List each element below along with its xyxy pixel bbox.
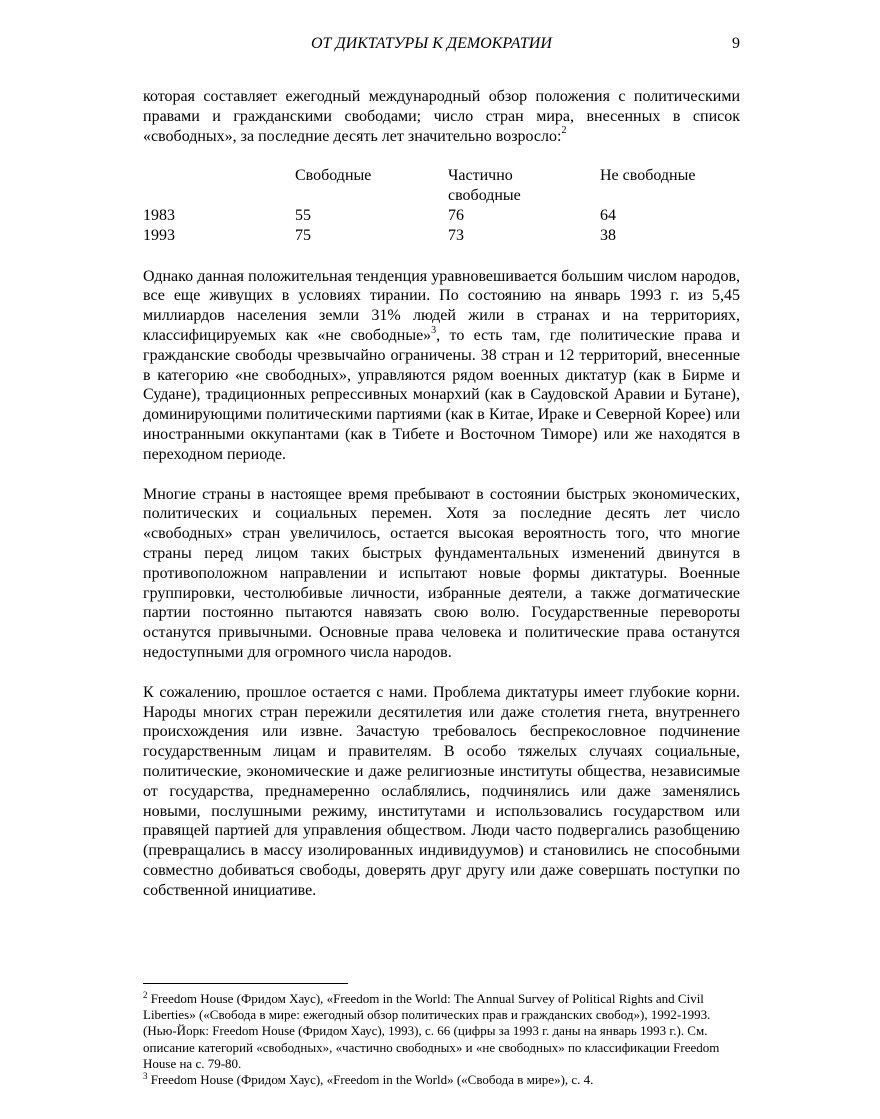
footnote-separator bbox=[143, 983, 348, 984]
footnote-ref-2[interactable]: 2 bbox=[561, 125, 567, 137]
table-cell-not-free: 38 bbox=[600, 226, 616, 244]
table-cell-not-free: 64 bbox=[600, 206, 616, 224]
footnote-number: 3 bbox=[143, 1070, 148, 1081]
paragraph-past-remains: К сожалению, прошлое остается с нами. Проблема диктатуры имеет глубокие корни. Народы многих стран пережили десятилетия или даже столетия гнета, внутреннего происхождения или извне. Зачастую требовалось беспрекословное подчинение государственным лицам и правителям. В особо тяжелых случаях социальные, политические, экономические и даже религиозные институты общества, независимые от государства, преднамеренно ослаблялись, подчинялись или даже заменялись новыми, послушными режиму, институтами и использовались государством или правящей партией для управления обществом. Люди часто подвергались разобщению (превращались в массу изолированных индивидуумов) и становились не способными совместно добиваться свободы, доверять друг другу или даже совершать поступки по собственной инициативе. bbox=[143, 683, 740, 899]
table-row bbox=[143, 206, 740, 226]
table-row bbox=[143, 226, 740, 246]
table-cell-partly-free: 73 bbox=[448, 226, 464, 244]
table-header-cell-empty bbox=[143, 166, 295, 206]
table-header-free: Свободные bbox=[295, 167, 372, 185]
table-header-partly-free bbox=[448, 166, 600, 206]
table-cell-year: 1993 bbox=[143, 226, 175, 244]
table-header-row bbox=[143, 166, 740, 206]
footnote-2 bbox=[143, 991, 740, 1072]
running-header-title: ОТ ДИКТАТУРЫ К ДЕМОКРАТИИ bbox=[311, 35, 552, 52]
running-header bbox=[143, 35, 740, 57]
page-body bbox=[143, 87, 740, 900]
paragraph-unfree-nations bbox=[143, 267, 740, 465]
paragraph-unfree-nations-part1: Однако данная положительная тенденция уравновешивается большим числом народов, все еще живущих в условиях тирании. По состоянию на январь 1993 г. из 5,45 миллиардов населения земли 31% людей жили в странах и на территориях, классифицируемых как «не свободные» bbox=[143, 267, 740, 344]
table-header-partly-free-label: Частично свободные bbox=[448, 167, 521, 205]
paragraph-rapid-change: Многие страны в настоящее время пребывают в состоянии быстрых экономических, политических и социальных перемен. Хотя за последние десять лет число «свободных» стран увеличилось, остается высокая вероятность того, что многие страны перед лицом таких быстрых фундаментальных изменений двинутся в противоположном направлении и испытают новые формы диктатуры. Военные группировки, честолюбивые личности, избранные деятели, а также догматические партии постоянно пытаются навязать свою волю. Государственные перевороты останутся привычными. Основные права человека и политические права останутся недоступными для огромного числа народов. bbox=[143, 485, 740, 661]
footnotes bbox=[143, 991, 740, 1088]
table-cell-free: 55 bbox=[295, 206, 311, 224]
intro-paragraph bbox=[143, 87, 740, 146]
table-cell-free: 75 bbox=[295, 226, 311, 244]
table-cell-year: 1983 bbox=[143, 206, 175, 224]
footnote-3 bbox=[143, 1072, 740, 1088]
table-cell-partly-free: 76 bbox=[448, 206, 464, 224]
intro-paragraph-text: которая составляет ежегодный международный обзор положения с политическими правами и гражданскими свободами; число стран мира, внесенных в список «свободных», за последние десять лет значительно возросло: bbox=[143, 88, 740, 145]
paragraph-unfree-nations-part2: , то есть там, где политические права и гражданские свободы чрезвычайно ограничены. 38 стран и 12 территорий, внесенные в категорию «не свободных», управляются рядом военных диктатур (как в Бирме и Судане), традиционных репрессивных монархий (как в Саудовской Аравии и Бутане), доминирующими политическими партиями (как в Китае, Ираке и Северной Корее) или иностранными оккупантами (как в Тибете и Восточном Тиморе) или же находятся в переходном периоде. bbox=[143, 326, 740, 463]
page-number: 9 bbox=[732, 35, 740, 52]
footnote-text: Freedom House (Фридом Хаус), «Freedom in the World» («Свобода в мире»), с. 4. bbox=[147, 1072, 594, 1088]
footnote-text: Freedom House (Фридом Хаус), «Freedom in the World: The Annual Survey of Political Rights and Civil Liberties» («Свобода в мире: ежегодный обзор политических прав и гражданских свобод»), 1992-1993. (Нью-Йорк: Freedom House (Фридом Хаус), 1993), с. 66 (цифры за 1993 г. даны на январь 1993 г.). См. описание категорий «свободных», «частично свободных» и «не свободных» по классификации Freedom House на с. 79-80. bbox=[143, 991, 720, 1071]
footnote-ref-3[interactable]: 3 bbox=[431, 324, 437, 336]
footnote-number: 2 bbox=[143, 989, 148, 1000]
table-header-not-free: Не свободные bbox=[600, 167, 696, 185]
freedom-stats-table bbox=[143, 166, 740, 245]
